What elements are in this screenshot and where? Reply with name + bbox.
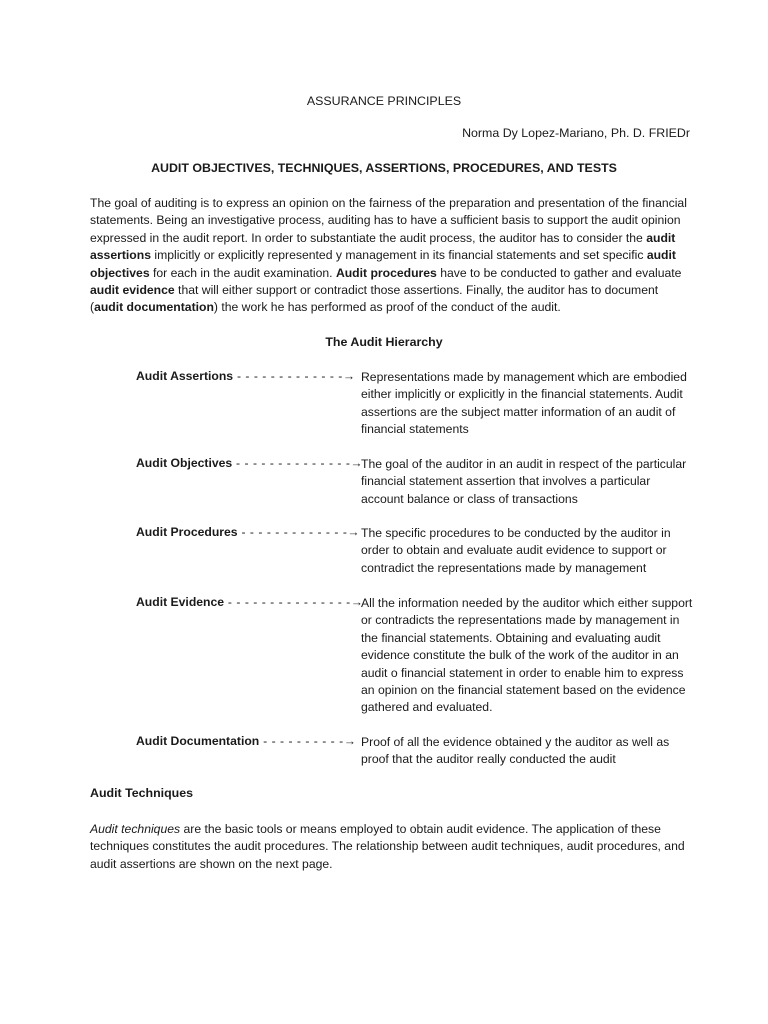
dash-leader: - - - - - - - - - - - - - bbox=[237, 525, 348, 539]
section-heading-audit-techniques: Audit Techniques bbox=[90, 786, 194, 800]
hierarchy-term-label: Audit Procedures bbox=[136, 525, 238, 539]
term-audit-documentation: audit documentation bbox=[94, 300, 214, 315]
arrow-right-icon: → bbox=[350, 456, 363, 470]
hierarchy-term-label: Audit Documentation bbox=[136, 734, 260, 748]
hierarchy-term-label: Audit Objectives bbox=[136, 456, 233, 470]
hierarchy-description: The goal of the auditor in an audit in respect of the particular financial statement assertion that involves a particular account balance or class of transactions bbox=[361, 457, 687, 506]
dash-leader: - - - - - - - - - - - - - bbox=[233, 369, 343, 383]
hierarchy-term bbox=[136, 525, 360, 539]
hierarchy-term bbox=[136, 456, 363, 470]
dash-leader: - - - - - - - - - - - - - - bbox=[232, 456, 351, 470]
intro-text-6: ) the work he has performed as proof of the conduct of the audit. bbox=[213, 300, 561, 315]
arrow-right-icon: → bbox=[343, 734, 356, 748]
hierarchy-title: The Audit Hierarchy bbox=[325, 335, 443, 349]
hierarchy-description: All the information needed by the auditor which either support or contradicts the representations made by management in the financial statements. Obtaining and evaluating audit evidence constitute the bulk of the work of the auditor in an audit o financial statement in order to enable him to express an opinion on the financial statement based on the evidence gathered and evaluated. bbox=[361, 596, 693, 715]
hierarchy-description: The specific procedures to be conducted by the auditor in order to obtain and evaluate audit evidence to support or contradict the representations made by management bbox=[361, 526, 671, 575]
term-audit-procedures: Audit procedures bbox=[335, 265, 437, 280]
hierarchy-description: Proof of all the evidence obtained y the auditor as well as proof that the auditor really conducted the audit bbox=[361, 735, 670, 767]
term-audit-assertions: audit assertions bbox=[90, 230, 676, 263]
hierarchy-term-label: Audit Assertions bbox=[136, 369, 234, 383]
hierarchy-term-label: Audit Evidence bbox=[136, 595, 225, 609]
author-line: Norma Dy Lopez-Mariano, Ph. D. FRIEDr bbox=[462, 126, 690, 140]
dash-leader: - - - - - - - - - - bbox=[259, 734, 344, 748]
document-subtitle: AUDIT OBJECTIVES, TECHNIQUES, ASSERTIONS, PROCEDURES, AND TESTS bbox=[151, 161, 617, 175]
techniques-paragraph bbox=[90, 821, 696, 873]
arrow-right-icon: → bbox=[350, 595, 363, 609]
intro-text-5: that will either support or contradict those assertions. Finally, the auditor has to document ( bbox=[90, 283, 659, 315]
arrow-right-icon: → bbox=[347, 525, 360, 539]
intro-text-4: have to be conducted to gather and evaluate bbox=[436, 265, 682, 280]
hierarchy-term bbox=[136, 734, 356, 748]
dash-leader: - - - - - - - - - - - - - - - bbox=[224, 595, 351, 609]
techniques-text: are the basic tools or means employed to obtain audit evidence. The application of these techniques constitutes the audit procedures. The relationship between audit techniques, audit procedures, and audit assertions are shown on the next page. bbox=[90, 822, 685, 871]
arrow-right-icon: → bbox=[342, 369, 356, 383]
intro-text-1: The goal of auditing is to express an opinion on the fairness of the preparation and presentation of the financial statements. Being an investigative process, auditing has to have a sufficient basis to support the audit opinion expressed in the audit report. In order to substantiate the audit process, the auditor has to consider the bbox=[90, 196, 687, 245]
term-audit-techniques: Audit techniques bbox=[90, 822, 181, 836]
intro-text-2: implicitly or explicitly represented y management in its financial statements and set specific bbox=[150, 248, 647, 263]
hierarchy-description: Representations made by management which are embodied either implicitly or explicitly in the financial statements. Audit assertions are the subject matter information of an audit of financial statements bbox=[361, 370, 687, 437]
hierarchy-term bbox=[136, 595, 363, 609]
hierarchy-term bbox=[136, 369, 355, 383]
document-title: ASSURANCE PRINCIPLES bbox=[306, 94, 462, 108]
term-audit-evidence: audit evidence bbox=[90, 283, 175, 298]
term-audit-objectives: audit objectives bbox=[90, 248, 676, 280]
intro-paragraph bbox=[90, 195, 694, 317]
intro-text-3: for each in the audit examination. bbox=[149, 265, 336, 280]
